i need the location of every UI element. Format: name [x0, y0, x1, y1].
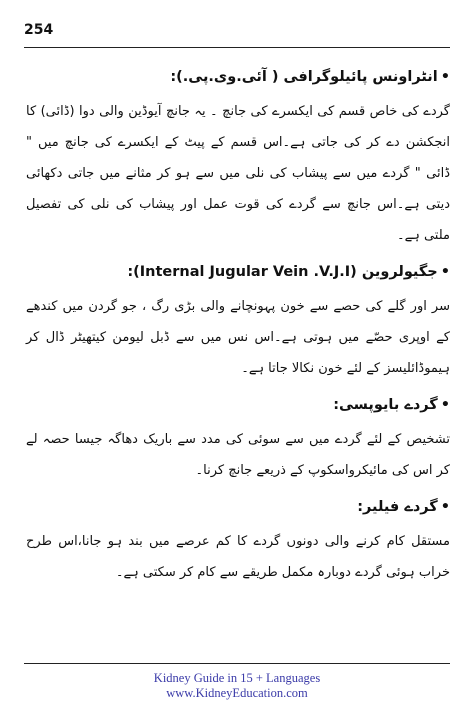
section-heading-text: گردے بایوپسی: [333, 397, 438, 413]
section-paragraph: سر اور گلے کی حصے سے خون پہونچانے والی بڑی رگ ، جو گردن میں کندھے کے اوپری حصّے میں ہوتی ہے۔اس نس میں سے ڈبل لیومن کیتھیٹر ڈال کر ہیموڈائلیسز کے لئے خون نکالا جاتا ہے۔ [26, 299, 450, 376]
footer-title: Kidney Guide in 15 + Languages [153, 671, 321, 685]
document-body [26, 62, 450, 594]
section-paragraph: مستقل کام کرنے والی دونوں گردے کا کم عرصے میں بند ہو جانا،اس طرح خراب ہوئی گردے دوبارہ مکمل طریقے سے کام کر سکتی ہے۔ [26, 534, 450, 580]
section-paragraph: گردے کی خاص قسم کی ایکسرے کی جانچ ۔ یہ جانچ آیوڈین والی دوا (ڈائی) کا انجکشن دے کر کی جاتی ہے۔اس قسم کے پیٹ کے ایکسرے کی جانچ میں " ڈائی " گردے میں سے پیشاب کی نلی میں سے ہو کر مثانے میں جاتی دکھائی دیتی ہے۔اس جانچ سے گردے کی قوت عمل اور پیشاب کی نلی کی تفصیل ملتی ہے۔ [26, 104, 450, 243]
section-heading [26, 257, 450, 287]
page-number: 254 [24, 22, 54, 38]
section-heading-text: گردے فیلیر: [357, 499, 438, 515]
bullet-icon: • [440, 499, 450, 515]
section-heading [26, 390, 450, 420]
footer-divider [24, 663, 450, 664]
section-heading [26, 492, 450, 522]
bullet-icon: • [440, 264, 450, 280]
page-footer [0, 671, 474, 701]
section-heading-text: انٹراونس پائیلوگرافی ( آئی.وی.پی.): [170, 69, 438, 85]
section-jugular-vein [26, 257, 450, 384]
footer-website-link[interactable]: www.KidneyEducation.com [166, 686, 308, 700]
section-kidney-failure [26, 492, 450, 588]
section-heading-text: جگیولروین (Internal Jugular Vein .V.J.I): [127, 264, 438, 280]
header-divider [24, 47, 450, 48]
section-ivp [26, 62, 450, 251]
section-paragraph: تشخیص کے لئے گردے میں سے سوئی کی مدد سے باریک دھاگہ جیسا حصہ لے کر اس کی مائیکرواسکوپ کے ذریعے جانچ کرنا۔ [26, 432, 450, 478]
bullet-icon: • [440, 69, 450, 85]
section-heading [26, 62, 450, 92]
section-kidney-biopsy [26, 390, 450, 486]
bullet-icon: • [440, 397, 450, 413]
